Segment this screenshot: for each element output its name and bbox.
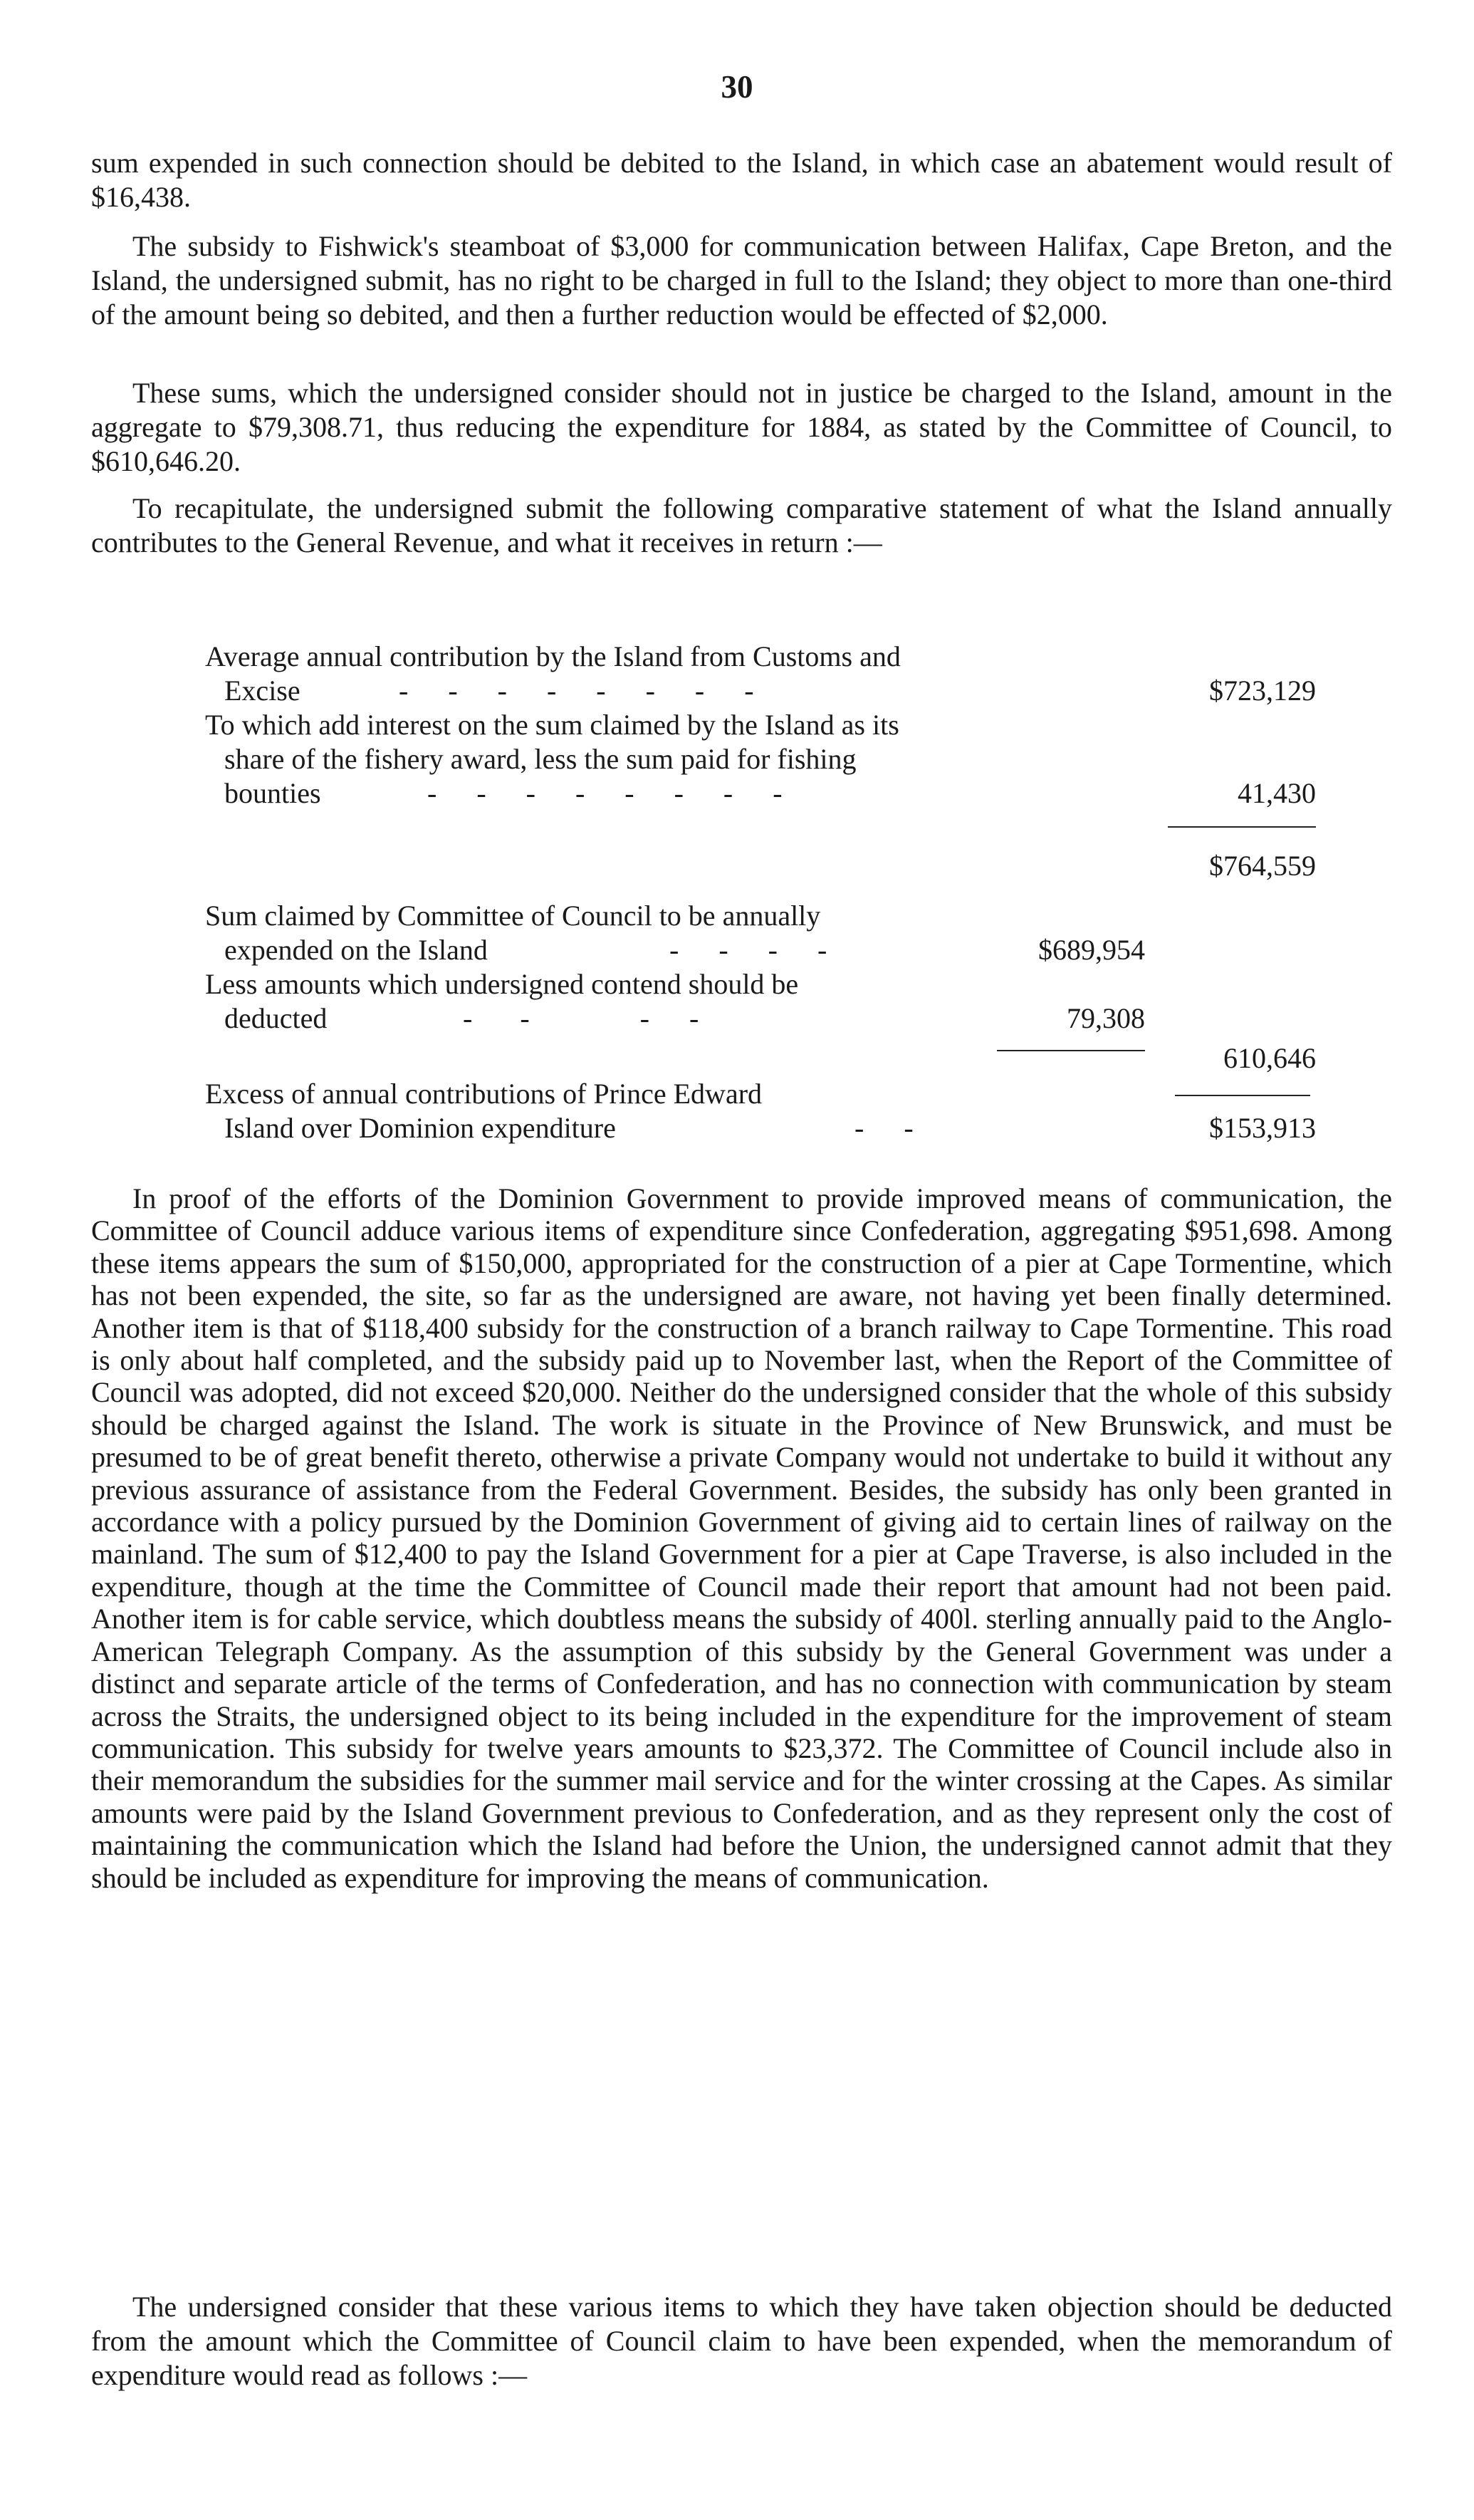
statement-interest-line1: To which add interest on the sum claimed by the Island as its: [205, 709, 899, 741]
difference-rule: [1175, 1095, 1310, 1096]
paragraph-communication-expenditure: In proof of the efforts of the Dominion Government to provide improved means of communication, the Committee of Council adduce various items of expenditure since Confederation, aggregating $951,698. Among these items appears the sum of $150,000, appropriated for the construction of a pier at Cape Tormentine, which has not been expended, the site, so far as the undersigned are aware, not having yet been finally determined. Another item is that of $118,400 subsidy for the construction of a branch railway to Cape Tormentine. This road is only about half completed, and the subsidy paid up to November last, when the Report of the Committee of Council was adopted, did not exceed $20,000. Neither do the undersigned consider that the whole of this subsidy should be charged against the Island. The work is situate in the Province of New Brunswick, and must be presumed to be of great benefit thereto, otherwise a private Company would not undertake to build it without any previous assurance of assistance from the Federal Government. Besides, the subsidy has only been granted in accordance with a policy pursued by the Dominion Government of giving aid to certain lines of railway on the mainland. The sum of $12,400 to pay the Island Government for a pier at Cape Traverse, is also included in the expenditure, though at the time the Committee of Council made their report that amount had not been paid. Another item is for cable service, which doubtless means the subsidy of 400l. sterling annually paid to the Anglo-American Telegraph Company. As the assumption of this subsidy by the General Government was under a distinct and separate article of the terms of Confederation, and has no connection with communication by steam across the Straits, the undersigned object to its being included in the expenditure for the improvement of steam communication. This subsidy for twelve years amounts to $23,372. The Committee of Council include also in their memorandum the subsidies for the summer mail service and for the winter crossing at the Capes. As similar amounts were paid by the Island Government previous to Confederation, and as they represent only the cost of maintaining the communication which the Island had before the Union, the undersigned cannot admit that they should be included as expenditure for improving the means of communication.: [91, 1182, 1392, 1894]
statement-less-line1: Less amounts which undersigned contend should be: [205, 968, 799, 1000]
subtotal-rule: [997, 1050, 1145, 1051]
statement-claimed-amount: $689,954: [1038, 934, 1145, 966]
paragraph-deduction-conclusion: The undersigned consider that these various items to which they have taken objection should be deducted from the amount which the Committee of Council claim to have been expended, when the memorandum of expenditure would read as follows :—: [91, 2291, 1392, 2391]
paragraph-abatement: sum expended in such connection should be debited to the Island, in which case an abatement would result of $16,438.: [91, 147, 1392, 213]
paragraph-recapitulate: To recapitulate, the undersigned submit the following comparative statement of what the Island annually contributes to the General Revenue, and what it receives in return :—: [91, 492, 1392, 558]
statement-interest-line3: bounties: [224, 777, 321, 809]
statement-less-amount: 79,308: [1067, 1002, 1145, 1034]
statement-excess-line1: Excess of annual contributions of Prince Edward: [205, 1078, 763, 1110]
statement-customs-line2: Excise: [224, 675, 300, 707]
statement-claimed-line1: Sum claimed by Committee of Council to be annually: [205, 900, 821, 932]
sum-rule: [1168, 826, 1316, 828]
statement-claimed-line2: expended on the Island: [224, 934, 488, 966]
paragraph-aggregate-sums: These sums, which the undersigned consider should not in justice be charged to the Island, amount in the aggregate to $79,308.71, thus reducing the expenditure for 1884, as stated by the Committee of Council, to $610,646.20.: [91, 377, 1392, 477]
statement-total-contribution: $764,559: [1209, 850, 1316, 882]
statement-customs-line1: Average annual contribution by the Island from Customs and: [205, 640, 901, 672]
statement-excess-amount: $153,913: [1209, 1112, 1316, 1144]
statement-less-line2: deducted: [224, 1002, 328, 1034]
leader-dashes: - - - -: [669, 934, 828, 966]
statement-interest-amount: 41,430: [1238, 777, 1316, 809]
leader-dashes: - -: [854, 1112, 914, 1144]
statement-excess-line2: Island over Dominion expenditure: [224, 1112, 616, 1144]
statement-net-expenditure: 610,646: [1223, 1042, 1316, 1074]
leader-dashes: - - - - - - - -: [427, 777, 783, 809]
page-number: 30: [721, 69, 753, 105]
leader-dashes: - - - -: [463, 1002, 700, 1034]
leader-dashes: - - - - - - - -: [399, 675, 755, 707]
statement-customs-amount: $723,129: [1209, 675, 1316, 707]
paragraph-fishwick-subsidy: The subsidy to Fishwick's steamboat of $3,000 for communication between Halifax, Cape Breton, and the Island, the undersigned submit, has no right to be charged in full to the Island; they object to more than one-third of the amount being so debited, and then a further reduction would be effected of $2,000.: [91, 230, 1392, 330]
statement-interest-line2: share of the fishery award, less the sum paid for fishing: [224, 743, 857, 775]
